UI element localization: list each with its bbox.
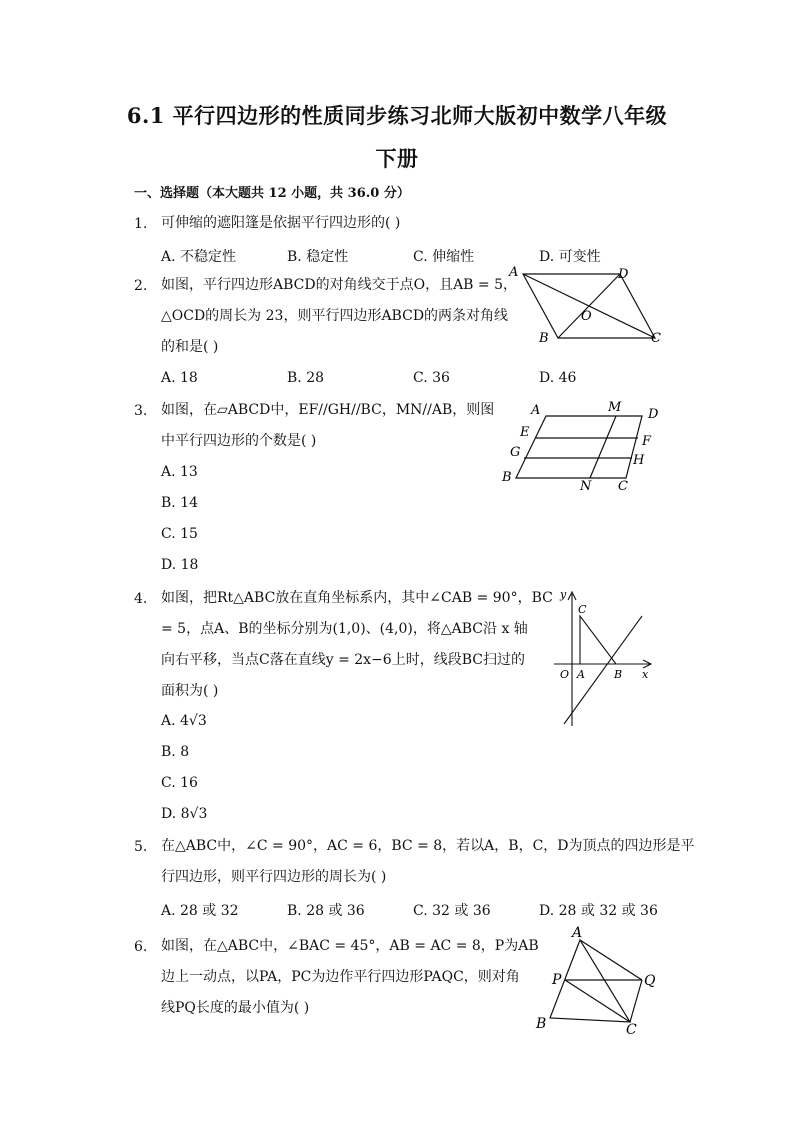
option-b: B. 稳定性 <box>287 249 349 265</box>
label-e: E <box>520 425 530 440</box>
question-stem-line1: 如图，在▱ABCD中，EF//GH//BC，MN//AB，则图 <box>161 402 495 418</box>
option-c: C. 36 <box>413 370 450 386</box>
option-b: B. 28 <box>287 370 325 386</box>
question-stem-line2: 中平行四边形的个数是( ) <box>161 433 317 449</box>
option-d: D. 46 <box>539 370 577 386</box>
label-m: M <box>608 400 622 415</box>
question-stem-line3: 向右平移，当点C落在直线y = 2x−6上时，线段BC扫过的 <box>161 652 525 668</box>
question-number: 5. <box>134 839 148 855</box>
question-stem-line2: 行四边形，则平行四边形的周长为( ) <box>161 869 387 885</box>
page-title-line1: 6.1 平行四边形的性质同步练习北师大版初中数学八年级 <box>126 103 668 128</box>
parallelogram-lines-figure <box>498 398 668 494</box>
section-heading: 一、选择题（本大题共 12 小题，共 36.0 分） <box>134 186 410 201</box>
option-a: A. 18 <box>161 370 198 386</box>
option-d: D. 可变性 <box>539 249 601 265</box>
label-o: O <box>560 668 570 681</box>
option-b: B. 8 <box>161 744 190 760</box>
label-b: B <box>502 470 512 485</box>
question-number: 2. <box>134 278 148 294</box>
question-stem-line4: 面积为( ) <box>161 683 219 699</box>
label-a: A <box>572 925 583 941</box>
label-c: C <box>618 479 628 494</box>
question-number: 6. <box>134 939 148 955</box>
label-n: N <box>580 479 592 494</box>
option-a: A. 不稳定性 <box>161 249 237 265</box>
option-c: C. 32 或 36 <box>413 903 491 919</box>
label-c: C <box>626 1022 637 1038</box>
option-d: D. 18 <box>161 557 199 573</box>
label-f: F <box>642 434 652 449</box>
label-a: A <box>577 668 585 681</box>
question-stem-line2: △OCD的周长为 23，则平行四边形ABCD的两条对角线 <box>161 308 509 324</box>
label-b: B <box>536 1016 547 1032</box>
label-c: C <box>651 331 661 346</box>
question-stem: 可伸缩的遮阳篷是依据平行四边形的( ) <box>161 215 401 231</box>
label-b: B <box>614 668 623 681</box>
question-number: 3. <box>134 403 148 419</box>
option-a: A. 4√3 <box>161 713 207 729</box>
question-stem-line1: 如图，平行四边形ABCD的对角线交于点O，且AB = 5， <box>161 277 518 293</box>
question-stem-line3: 线PQ长度的最小值为( ) <box>161 1000 310 1016</box>
parallelogram-diagonals-figure <box>505 262 675 352</box>
question-number: 1. <box>134 216 148 232</box>
option-a: A. 28 或 32 <box>161 903 239 919</box>
label-o: O <box>581 309 592 324</box>
label-b: B <box>539 331 549 346</box>
option-c: C. 伸缩性 <box>413 249 475 265</box>
label-y: y <box>560 588 567 601</box>
label-a: A <box>509 265 519 280</box>
label-p: P <box>552 972 562 988</box>
option-c: C. 15 <box>161 526 198 542</box>
triangle-parallelogram-figure <box>530 922 670 1038</box>
page-title-line2: 下册 <box>375 146 419 171</box>
label-q: Q <box>644 973 656 989</box>
question-stem-line1: 如图，把Rt△ABC放在直角坐标系内，其中∠CAB = 90°，BC <box>161 590 553 606</box>
coordinate-plane-figure <box>550 586 660 730</box>
option-a: A. 13 <box>161 464 198 480</box>
label-x: x <box>642 668 649 681</box>
question-number: 4. <box>134 591 148 607</box>
label-g: G <box>510 445 521 460</box>
label-c: C <box>578 603 587 616</box>
option-d: D. 8√3 <box>161 806 208 822</box>
label-d: D <box>618 267 629 282</box>
option-b: B. 14 <box>161 495 199 511</box>
option-d: D. 28 或 32 或 36 <box>539 903 658 919</box>
question-stem-line3: 的和是( ) <box>161 339 219 355</box>
question-stem-line1: 在△ABC中，∠C = 90°，AC = 6，BC = 8，若以A，B，C，D为顶点的四边形是平 <box>161 838 695 854</box>
question-stem-line2: 边上一动点，以PA，PC为边作平行四边形PAQC，则对角 <box>161 969 520 985</box>
option-c: C. 16 <box>161 775 198 791</box>
option-b: B. 28 或 36 <box>287 903 365 919</box>
label-d: D <box>648 407 659 422</box>
label-h: H <box>633 453 645 468</box>
label-a: A <box>531 403 541 418</box>
question-stem-line1: 如图，在△ABC中，∠BAC = 45°，AB = AC = 8，P为AB <box>161 938 539 954</box>
question-stem-line2: = 5，点A、B的坐标分别为(1,0)、(4,0)，将△ABC沿 x 轴 <box>161 621 528 637</box>
